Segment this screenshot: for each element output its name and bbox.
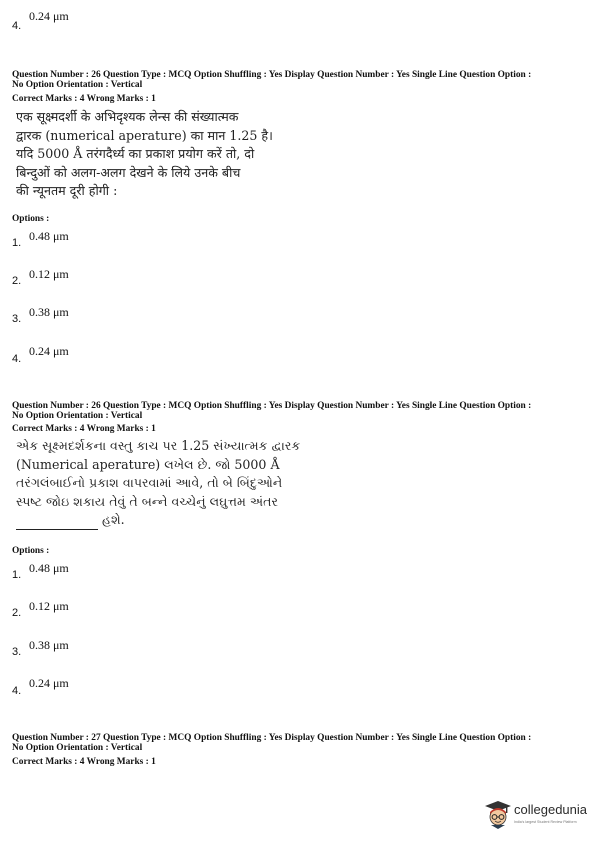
collegedunia-logo — [484, 798, 588, 834]
graduate-mascot-icon — [484, 800, 512, 830]
question-text-line: बिन्दुओं को अलग-अलग देखने के लिये उनके बीच — [16, 164, 241, 180]
option-number: 4. — [12, 685, 22, 697]
question-text-line: की न्यूनतम दूरी होगी : — [16, 183, 118, 199]
options-label: Options : — [12, 214, 50, 224]
option-value: 0.48 μm — [29, 561, 69, 575]
option-number: 1. — [12, 237, 22, 249]
question-text-line: यदि 5000 Å तरंगदैर्ध्य का प्रकाश प्रयोग करें तो, दो — [16, 146, 255, 162]
question-text-line: સ્પષ્ટ જોઇ શકાય તેવું તે બન્ને વચ્ચેનું લઘુત્તમ અંતર — [16, 493, 279, 509]
question-text-line: द्वारक (numerical aperature) का मान 1.25 है। — [16, 127, 273, 143]
option-value: 0.38 μm — [29, 305, 69, 319]
question-meta-line2: No Option Orientation : Vertical — [12, 411, 143, 421]
option-value: 0.24 μm — [29, 344, 69, 358]
options-label: Options : — [12, 546, 50, 556]
question-text-gujarati — [16, 437, 300, 530]
question-meta-line2: No Option Orientation : Vertical — [12, 80, 143, 90]
question-text-tail: હશે. — [102, 512, 125, 528]
question-meta-line1: Question Number : 26 Question Type : MCQ Option Shuffling : Yes Display Question Number : Yes Single Line Question Option : — [12, 401, 532, 411]
option-value: 0.38 μm — [29, 638, 69, 652]
question-marks: Correct Marks : 4 Wrong Marks : 1 — [12, 424, 156, 434]
question-marks: Correct Marks : 4 Wrong Marks : 1 — [12, 94, 156, 104]
question-meta-line2: No Option Orientation : Vertical — [12, 743, 143, 753]
question-text-line-last — [16, 511, 300, 530]
answer-blank — [16, 517, 98, 530]
option-number: 2. — [12, 275, 22, 287]
option-number: 3. — [12, 646, 22, 658]
option-value: 0.48 μm — [29, 229, 69, 243]
question-marks: Correct Marks : 4 Wrong Marks : 1 — [12, 757, 156, 767]
option-number: 4. — [12, 353, 22, 365]
option-number: 2. — [12, 607, 22, 619]
option-number: 1. — [12, 569, 22, 581]
question-text-line: (Numerical aperature) લખેલ છે. જો 5000 Å — [16, 456, 280, 472]
question-meta-line1: Question Number : 27 Question Type : MCQ Option Shuffling : Yes Display Question Number : Yes Single Line Question Option : — [12, 733, 532, 743]
question-text-line: તરંગલંબાઈનો પ્રકાશ વાપરવામાં આવે, તો બે બિંદુઓને — [16, 475, 283, 491]
question-meta-line1: Question Number : 26 Question Type : MCQ Option Shuffling : Yes Display Question Number : Yes Single Line Question Option : — [12, 70, 532, 80]
question-text-line: એક સૂક્ષ્મદર્શકના વસ્તુ કાચ પર 1.25 સંખ્યાત્મક દ્વારક — [16, 438, 301, 453]
question-text-line: एक सूक्ष्मदर्शी के अभिदृश्यक लेन्स की संख्यात्मक — [16, 109, 239, 124]
option-value: 0.12 μm — [29, 267, 69, 281]
option-number: 4. — [12, 20, 22, 32]
option-value: 0.24 μm — [29, 676, 69, 690]
logo-tagline: India's largest Student Review Platform — [514, 820, 577, 824]
option-number: 3. — [12, 313, 22, 325]
option-value: 0.12 μm — [29, 599, 69, 613]
option-value: 0.24 μm — [29, 9, 69, 23]
question-text-hindi — [16, 108, 273, 201]
logo-wordmark: collegedunia — [514, 802, 588, 817]
